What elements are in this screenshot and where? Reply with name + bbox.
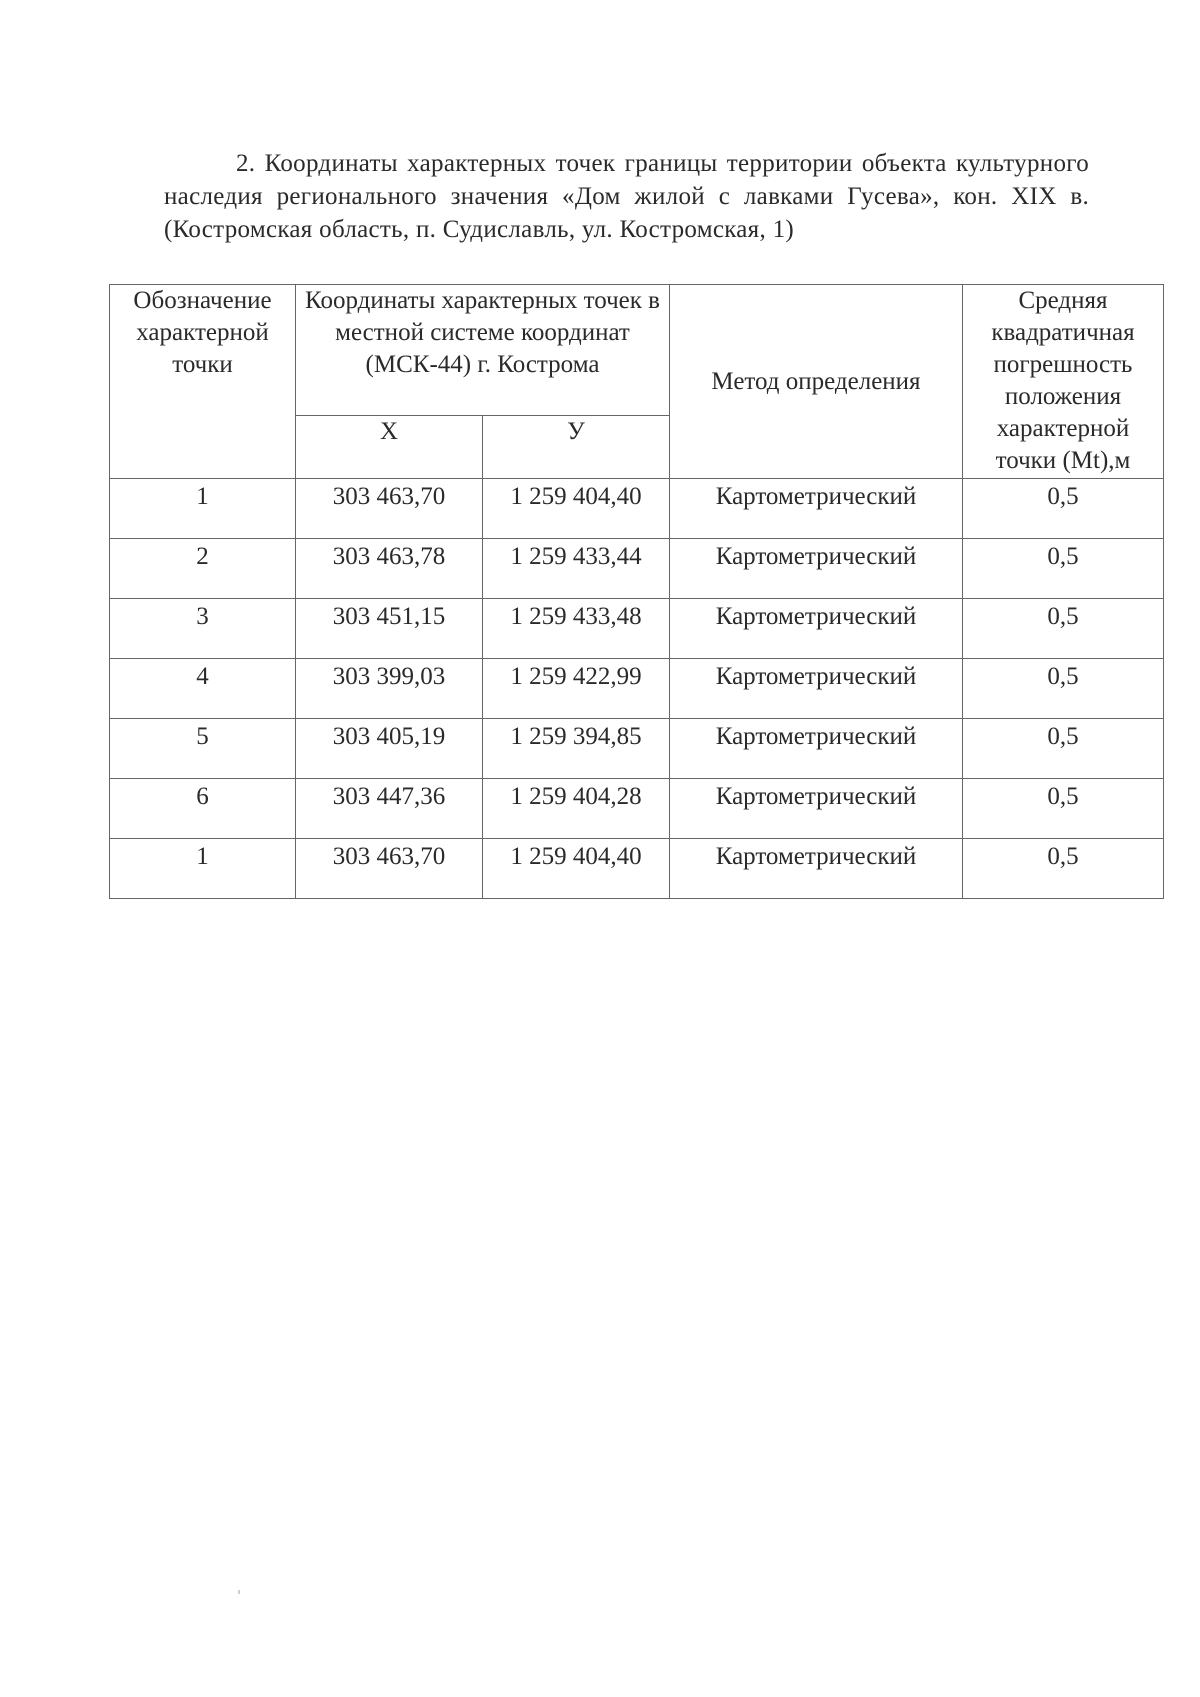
header-y: У <box>483 416 670 479</box>
cell-method: Картометрический <box>670 599 963 659</box>
document-heading <box>164 147 1089 246</box>
table-row <box>110 839 1164 899</box>
header-coordinates: Координаты характерных точек в местной системе координат (МСК-44) г. Кострома <box>296 285 670 416</box>
cell-y: 1 259 433,44 <box>483 539 670 599</box>
cell-y: 1 259 404,40 <box>483 479 670 539</box>
table-row <box>110 779 1164 839</box>
cell-x: 303 463,70 <box>296 839 483 899</box>
cell-x: 303 463,78 <box>296 539 483 599</box>
cell-point: 3 <box>110 599 296 659</box>
table-row <box>110 539 1164 599</box>
table-header <box>110 285 1164 479</box>
header-point-designation: Обозначение характерной точки <box>110 285 296 479</box>
cell-error: 0,5 <box>963 719 1164 779</box>
cell-method: Картометрический <box>670 719 963 779</box>
cell-error: 0,5 <box>963 659 1164 719</box>
cell-y: 1 259 404,40 <box>483 839 670 899</box>
table-row <box>110 659 1164 719</box>
cell-point: 6 <box>110 779 296 839</box>
coordinates-table <box>109 284 1164 899</box>
cell-x: 303 399,03 <box>296 659 483 719</box>
header-error: Средняя квадратичная погрешность положения характерной точки (Mt),м <box>963 285 1164 479</box>
cell-point: 1 <box>110 839 296 899</box>
table-body <box>110 479 1164 899</box>
cell-method: Картометрический <box>670 779 963 839</box>
cell-error: 0,5 <box>963 539 1164 599</box>
cell-error: 0,5 <box>963 839 1164 899</box>
cell-method: Картометрический <box>670 839 963 899</box>
cell-x: 303 463,70 <box>296 479 483 539</box>
cell-method: Картометрический <box>670 539 963 599</box>
cell-x: 303 405,19 <box>296 719 483 779</box>
cell-method: Картометрический <box>670 659 963 719</box>
cell-method: Картометрический <box>670 479 963 539</box>
table-row <box>110 719 1164 779</box>
scan-speck <box>238 1590 240 1594</box>
cell-x: 303 447,36 <box>296 779 483 839</box>
heading-text: 2. Координаты характерных точек границы территории объекта культурного наследия регионального значения «Дом жилой с лавками Гусева», кон. XIX в. (Костромская область, п. Судиславль, ул. Костромская, 1) <box>164 150 1089 243</box>
header-method: Метод определения <box>670 285 963 479</box>
cell-y: 1 259 422,99 <box>483 659 670 719</box>
cell-point: 2 <box>110 539 296 599</box>
table-row <box>110 479 1164 539</box>
cell-point: 4 <box>110 659 296 719</box>
cell-x: 303 451,15 <box>296 599 483 659</box>
cell-y: 1 259 404,28 <box>483 779 670 839</box>
table-row <box>110 599 1164 659</box>
cell-y: 1 259 394,85 <box>483 719 670 779</box>
cell-y: 1 259 433,48 <box>483 599 670 659</box>
cell-error: 0,5 <box>963 779 1164 839</box>
cell-error: 0,5 <box>963 599 1164 659</box>
cell-error: 0,5 <box>963 479 1164 539</box>
cell-point: 1 <box>110 479 296 539</box>
cell-point: 5 <box>110 719 296 779</box>
header-x: Х <box>296 416 483 479</box>
